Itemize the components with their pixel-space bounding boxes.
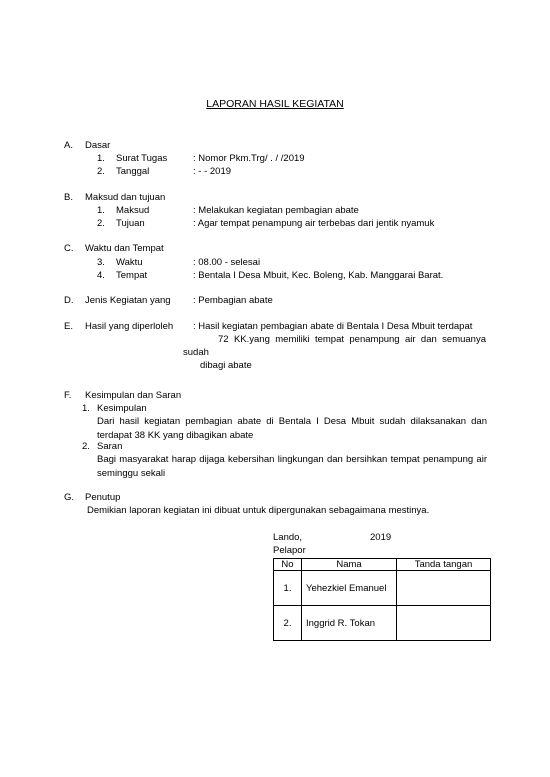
section-a-item-value: : - - 2019 (193, 166, 232, 177)
section-c-item-value: : 08.00 - selesai (193, 257, 261, 268)
signature-table-header (274, 559, 491, 571)
row-name: Yehezkiel Emanuel (302, 571, 397, 606)
section-c-heading: Waktu dan Tempat (85, 243, 164, 254)
section-b-item-value: : Melakukan kegiatan pembagian abate (193, 205, 359, 216)
header-sign: Tanda tangan (397, 559, 491, 571)
section-f-letter: F. (64, 390, 72, 401)
section-f-sub-heading: Saran (97, 441, 123, 452)
section-e-line: dibagi abate (200, 360, 252, 371)
section-a-heading: Dasar (85, 140, 111, 151)
section-e-letter: E. (64, 321, 73, 332)
signature-year: 2019 (370, 532, 392, 543)
section-f-sub-num: 1. (82, 403, 90, 414)
section-b-heading: Maksud dan tujuan (85, 192, 166, 203)
section-b-item-num: 2. (97, 218, 105, 229)
section-e-line: : Hasil kegiatan pembagian abate di Bentala I Desa Mbuit terdapat (193, 321, 473, 332)
section-f-sub-num: 2. (82, 441, 90, 452)
section-d-value: : Pembagian abate (193, 295, 273, 306)
row-no: 1. (274, 571, 302, 606)
section-b-item-value: : Agar tempat penampung air terbebas dari jentik nyamuk (193, 218, 435, 229)
section-c-item-value: : Bentala I Desa Mbuit, Kec. Boleng, Kab. Manggarai Barat. (193, 270, 444, 281)
section-f-suggestion-text: Bagi masyarakat harap dijaga kebersihan lingkungan dan bersihkan tempat penampung air seminggu sekali (97, 454, 487, 479)
page-title: LAPORAN HASIL KEGIATAN (206, 98, 344, 110)
table-row (274, 571, 491, 606)
section-a-item-num: 2. (97, 166, 105, 177)
section-b-item-label: Maksud (116, 205, 150, 216)
row-sign (397, 606, 491, 641)
section-a-item-value: : Nomor Pkm.Trg/ . / /2019 (193, 153, 305, 164)
section-c-item-num: 3. (97, 257, 105, 268)
section-a-letter: A. (64, 140, 73, 151)
section-e-heading: Hasil yang diperloleh (85, 321, 174, 332)
section-f-sub-heading: Kesimpulan (97, 403, 147, 414)
section-a-item-label: Tanggal (116, 166, 150, 177)
header-name: Nama (302, 559, 397, 571)
section-f-conclusion-text: Dari hasil kegiatan pembagian abate di Bentala I Desa Mbuit sudah dilaksanakan dan terdapat 38 KK yang dibagikan abate (97, 416, 487, 441)
section-d-heading: Jenis Kegiatan yang (85, 295, 171, 306)
section-b-letter: B. (64, 192, 73, 203)
section-b-item-num: 1. (97, 205, 105, 216)
section-c-item-label: Waktu (116, 257, 143, 268)
section-e-line: 72 KK.yang memiliki tempat penampung air dan semuanya (218, 334, 486, 345)
signature-reporter-label: Pelapor (273, 545, 306, 556)
section-a-item-label: Surat Tugas (116, 153, 168, 164)
section-b-item-label: Tujuan (116, 218, 145, 229)
section-g-text: Demikian laporan kegiatan ini dibuat untuk dipergunakan sebagaimana mestinya. (87, 505, 430, 516)
section-f-heading: Kesimpulan dan Saran (85, 390, 182, 401)
signature-place: Lando, (273, 532, 303, 543)
header-no: No (274, 559, 302, 571)
table-row (274, 606, 491, 641)
section-c-item-num: 4. (97, 270, 105, 281)
row-sign (397, 571, 491, 606)
section-e-line: sudah (183, 347, 209, 358)
signature-table (273, 558, 491, 641)
row-name: Inggrid R. Tokan (302, 606, 397, 641)
section-d-letter: D. (64, 295, 74, 306)
section-g-letter: G. (64, 492, 75, 503)
row-no: 2. (274, 606, 302, 641)
section-a-item-num: 1. (97, 153, 105, 164)
section-c-item-label: Tempat (116, 270, 148, 281)
section-c-letter: C. (64, 243, 74, 254)
section-g-heading: Penutup (85, 492, 121, 503)
